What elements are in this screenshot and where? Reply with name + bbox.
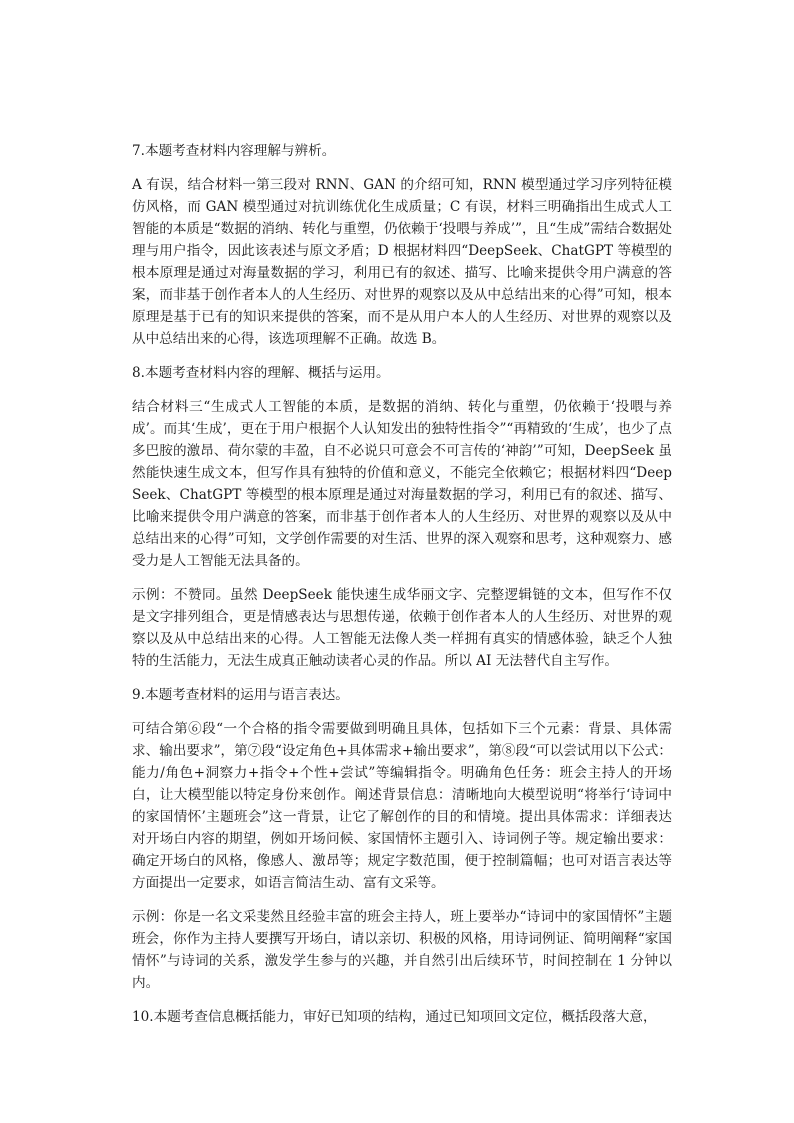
q7-answer-paragraph: A 有误，结合材料一第三段对 RNN、GAN 的介绍可知，RNN 模型通过学习序列特征模仿风格，而 GAN 模型通过对抗训练优化生成质量；C 有误，材料三明确指出生成式人工智能的本质是“数据的消纳、转化与重塑，仍依赖于‘投喂与养成’”，且“生成”需结合数据处理与用户指令，因此该表述与原文矛盾；D 根据材料四“DeepSeek、ChatGPT 等模型的根本原理是通过对海量数据的学习，利用已有的叙述、描写、比喻来提供令用户满意的答案，而非基于创作者本人的人生经历、对世界的观察以及从中总结出来的心得”可知，根本原理是基于已有的知识来提供的答案，而不是从用户本人的人生经历、对世界的观察以及从中总结出来的心得，该选项理解不正确。故选 B。 <box>132 177 672 347</box>
q10-heading: 10.本题考查信息概括能力，审好已知项的结构，通过已知项回文定位，概括段落大意， <box>132 1009 657 1025</box>
q8-answer-paragraph: 结合材料三“生成式人工智能的本质，是数据的消纳、转化与重塑，仍依赖于‘投喂与养成’。而其‘生成’，更在于用户根据个人认知发出的独特性指令”“再精致的‘生成’，也少了点多巴胺的激昂、荷尔蒙的丰盈，自不必说只可意会不可言传的‘神韵’”可知，DeepSeek 虽然能快速生成文本，但写作具有独特的价值和意义，不能完全依赖它；根据材料四“DeepSeek、ChatGPT 等模型的根本原理是通过对海量数据的学习，利用已有的叙述、描写、比喻来提供令用户满意的答案，而非基于创作者本人的人生经历、对世界的观察以及从中总结出来的心得”可知，文学创作需要的对生活、世界的深入观察和思考，这种观察力、感受力是人工智能无法具备的。 <box>132 399 672 569</box>
q8-example-paragraph: 示例：不赞同。虽然 DeepSeek 能快速生成华丽文字、完整逻辑链的文本，但写作不仅是文字排列组合，更是情感表达与思想传递，依赖于创作者本人的人生经历、对世界的观察以及从中总结出来的心得。人工智能无法像人类一样拥有真实的情感体验，缺乏个人独特的生活能力，无法生成真正触动读者心灵的作品。所以 AI 无法替代自主写作。 <box>132 587 672 669</box>
q7-heading: 7.本题考查材料内容理解与辨析。 <box>132 143 336 159</box>
q8-heading: 8.本题考查材料内容的理解、概括与运用。 <box>132 365 390 381</box>
q9-example-paragraph: 示例：你是一名文采斐然且经验丰富的班会主持人，班上要举办“诗词中的家国情怀”主题班会，你作为主持人要撰写开场白，请以亲切、积极的风格，用诗词例证、简明阐释“家国情怀”与诗词的关系，激发学生参与的兴趣，并自然引出后续环节，时间控制在 1 分钟以内。 <box>132 909 672 991</box>
q9-answer-paragraph: 可结合第⑥段“一个合格的指令需要做到明确且具体，包括如下三个元素：背景、具体需求、输出要求”，第⑦段“设定角色+具体需求+输出要求”，第⑧段“可以尝试用以下公式：能力/角色+洞察力+指令+个性+尝试”等编辑指令。明确角色任务：班会主持人的开场白，让大模型能以特定身份来创作。阐述背景信息：清晰地向大模型说明“将举行‘诗词中的家国情怀’主题班会”这一背景，让它了解创作的目的和情境。提出具体需求：详细表达对开场白内容的期望，例如开场问候、家国情怀主题引入、诗词例子等。规定输出要求：确定开场白的风格，像感人、激昂等；规定字数范围，便于控制篇幅；也可对语言表达等方面提出一定要求，如语言简洁生动、富有文采等。 <box>132 721 672 891</box>
document-page <box>132 140 672 1040</box>
q9-heading: 9.本题考查材料的运用与语言表达。 <box>132 687 349 703</box>
